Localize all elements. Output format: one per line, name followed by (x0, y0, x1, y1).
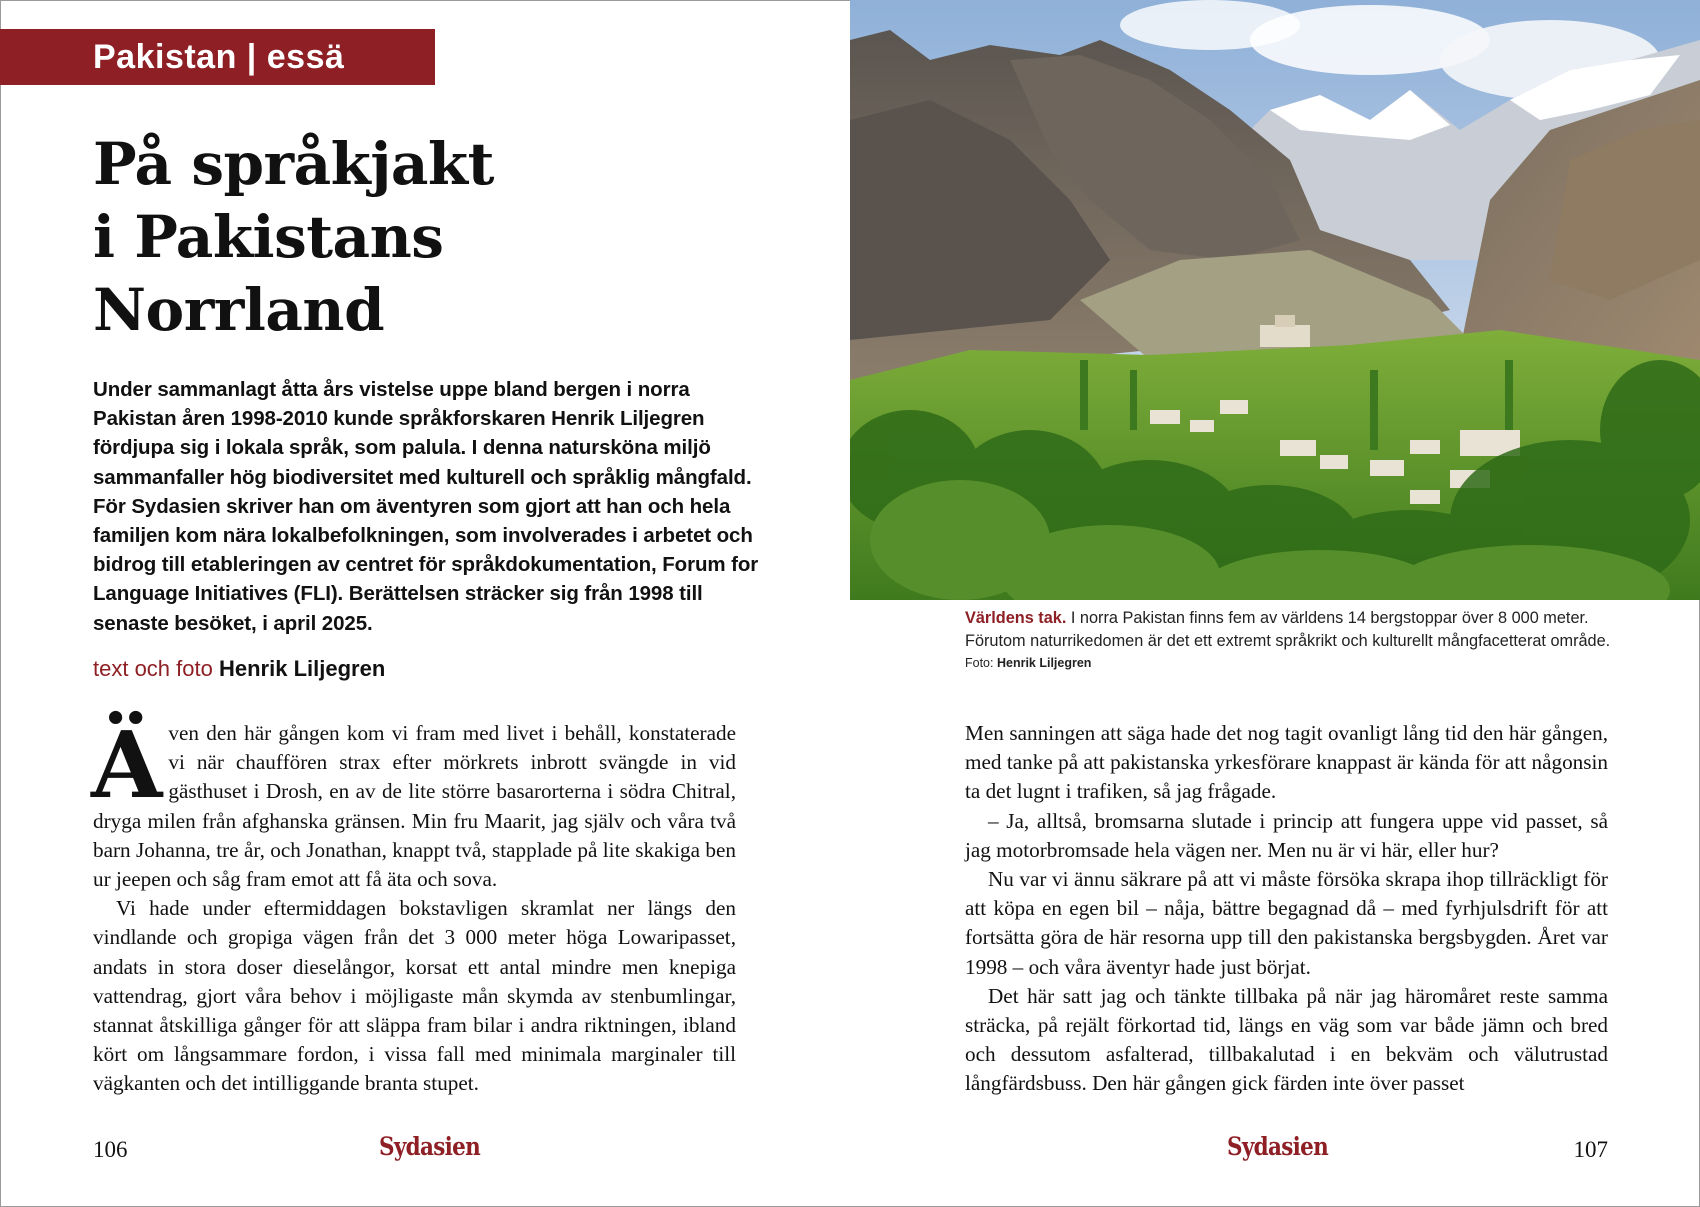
headline-line-1: På språkjakt (93, 130, 494, 198)
masthead-logo: Sydasien (1227, 1132, 1329, 1161)
page-number: 106 (93, 1137, 128, 1162)
page-number: 107 (1573, 1137, 1608, 1162)
credit-label: Foto: (965, 656, 997, 670)
body-column-right (965, 719, 1608, 1099)
byline-label: text och foto (93, 656, 213, 681)
photo-credit (965, 653, 1645, 673)
body-paragraph: – Ja, alltså, bromsarna slutade i princip att fungera uppe vid passet, så jag motorbromsade hela vägen ner. Men nu är vi här, eller hur? (965, 808, 1608, 862)
body-paragraph: Nu var vi ännu säkrare på att vi måste försöka skrapa ihop tillräckligt för att köpa en egen bil – nåja, bättre begagnad då – med fyrhjulsdrift för att fortsätta göra de här resorna upp till den pakistanska bergsbygden. Året var 1998 – och våra äventyr hade just börjat. (965, 867, 1608, 979)
headline-line-3: Norrland (93, 276, 385, 344)
masthead-logo: Sydasien (379, 1132, 481, 1161)
body-paragraph: Vi hade under eftermiddagen bokstavligen skramlat ner längs den vindlande och gropiga vägen från det 3 000 meter höga Lowaripasset, andats in stora doser dieselångor, korsat ett antal mindre men knepiga vattendrag, gjort våra behov i möjligaste mån skymda av stenbumlingar, stannat åtskilliga gånger för att släppa fram bilar i andra riktningen, ibland kört om långsammare fordon, i vissa fall med minimala marginaler till vägkanten och det intilliggande branta stupet. (93, 896, 736, 1096)
caption-text-block (965, 607, 1645, 653)
body-paragraph (91, 711, 736, 894)
photo-caption (965, 607, 1645, 673)
body-column-left (91, 711, 736, 1099)
paragraph-text: ven den här gången kom vi fram med livet i behåll, konstaterade vi när chauffören strax efter mörkrets inbrott svängde in vid gästhuset i Drosh, en av de lite större basarorterna i södra Chitral, dryga milen från afghanska gränsen. Min fru Maarit, jag själv och våra två barn Johanna, tre år, och Jonathan, knappt två, stapplade på lite skakiga ben ur jeepen och såg fram emot att få äta och sova. (93, 721, 736, 892)
byline (93, 654, 385, 684)
dropcap: Ä (91, 711, 163, 819)
caption-text: I norra Pakistan finns fem av världens 14 bergstoppar över 8 000 meter. Förutom naturrikedomen är det ett extremt språkrikt och kulturellt mångfacetterat område. (965, 609, 1611, 650)
page-right (850, 0, 1700, 1207)
headline (93, 128, 494, 347)
body-paragraph: Det här satt jag och tänkte tillbaka på när jag häromåret reste samma sträcka, på rejält förkortad tid, längs en väg som var både jämn och bred och dessutom asfalterad, tillbakalutad i en bekväm och välutrustad långfärdsbuss. Den här gången gick färden inte över passet (965, 983, 1608, 1096)
body-paragraph: Men sanningen att säga hade det nog tagit ovanligt lång tid den här gången, med tanke på att pakistanska yrkesförare knappast är kända för att någonsin ta det lugnt i trafiken, så jag frågade. (965, 721, 1608, 804)
mountain-village-photo (850, 0, 1700, 600)
section-tag: Pakistan | essä (0, 29, 435, 85)
caption-lead: Världens tak. (965, 609, 1067, 627)
credit-name: Henrik Liljegren (996, 656, 1092, 670)
headline-line-2: i Pakistans (93, 203, 444, 271)
lede: Under sammanlagt åtta års vistelse uppe bland bergen i norra Pakistan åren 1998-2010 kunde språkforskaren Henrik Liljegren fördjupa sig i lokala språk, som palula. I denna natursköna miljö sammanfaller hög biodiversitet med kulturell och språklig mångfald. För Sydasien skriver han om äventyren som gjort att han och hela familjen kom nära lokalbefolkningen, som involverades i arbetet och bidrog till etableringen av centret för språkdokumentation, Forum for Language Initiatives (FLI). Berättelsen sträcker sig från 1998 till senaste besöket, i april 2025. (93, 378, 759, 635)
byline-name: Henrik Liljegren (218, 656, 386, 681)
